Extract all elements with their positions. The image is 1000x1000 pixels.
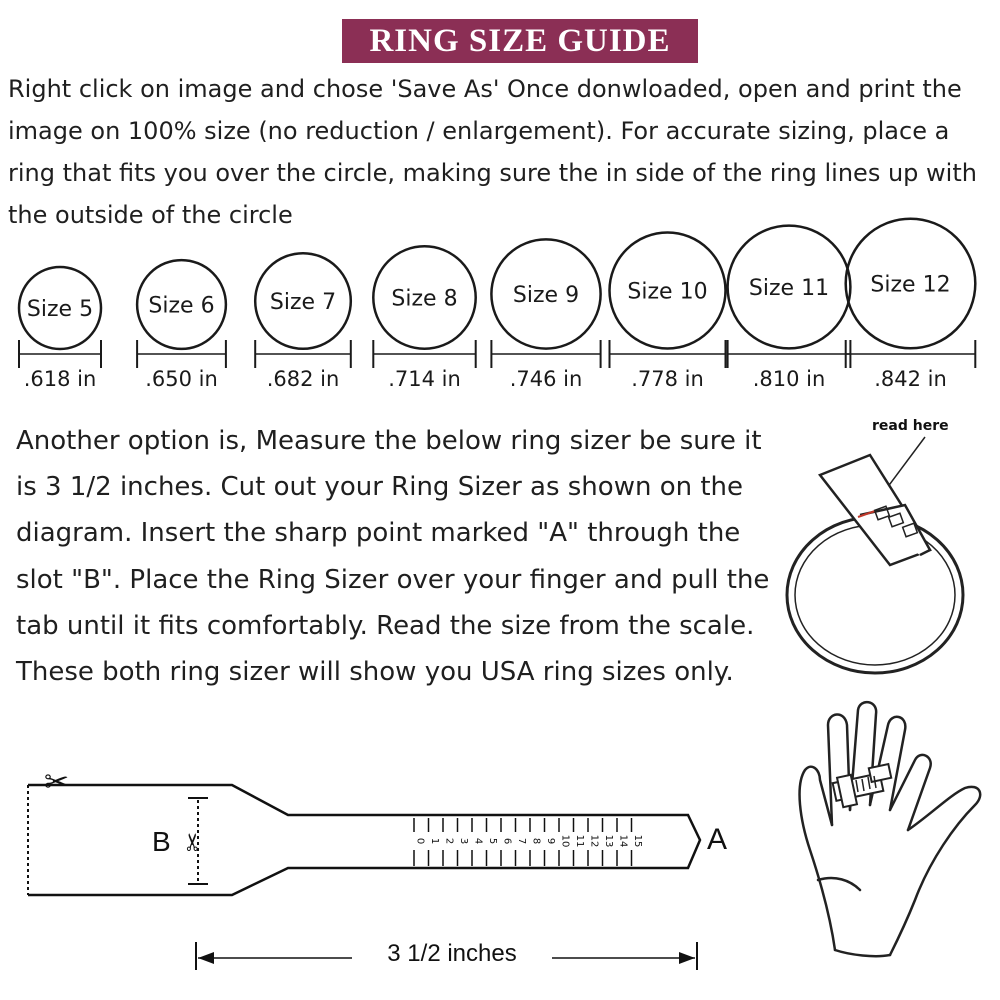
scale-number: 15: [632, 834, 643, 848]
size-diameter: .618 in: [23, 367, 97, 391]
size-diameter: .810 in: [752, 367, 826, 391]
size-label: Size 6: [148, 293, 215, 319]
scale-number: 1: [429, 837, 440, 845]
sizer-instructions: Another option is, Measure the below ring sizer be sure it is 3 1/2 inches. Cut out your Ring Sizer as shown on the diagram. Insert the sharp point marked "A" through the slot "B". Place the Ring Sizer over your finger and pull the tab until it fits comfortably. Read the size from the scale. These both ring sizer will show you USA ring sizes only.: [16, 426, 770, 688]
ring-sizer-loop-illustration: [780, 425, 990, 685]
scissors-icon: ✂: [179, 831, 208, 853]
read-here-label: read here: [872, 418, 949, 434]
sizer-label-b: B: [152, 826, 171, 857]
size-diameter: .650 in: [145, 367, 218, 391]
scale-number: 9: [545, 837, 556, 845]
intro-instructions: Right click on image and chose 'Save As' Once donwloaded, open and print the image on 100% size (no reduction / enlargement). For accurate sizing, place a ring that fits you over the circle, making sure the in side of the ring lines up with the outside of the circle: [8, 75, 977, 229]
scale-number: 6: [501, 837, 513, 845]
size-label: Size 8: [391, 286, 458, 312]
scale-number: 7: [516, 837, 527, 845]
length-label: 3 1/2 inches: [352, 940, 552, 968]
size-diameter: .682 in: [266, 367, 340, 391]
scale-number: 2: [443, 837, 455, 845]
size-diameter: .714 in: [388, 367, 461, 391]
size-label: Size 12: [870, 272, 951, 298]
sizer-label-a: A: [707, 823, 728, 856]
size-label: Size 11: [748, 276, 830, 301]
scale-number: 5: [487, 837, 498, 845]
size-label: Size 10: [627, 279, 708, 305]
size-label: Size 5: [26, 297, 94, 322]
scale-number: 13: [603, 834, 614, 848]
size-label: Size 9: [512, 283, 580, 308]
size-diameter: .746 in: [509, 367, 583, 391]
scale-number: 0: [414, 837, 426, 845]
size-diameter: .778 in: [631, 367, 704, 391]
size-label: Size 7: [269, 290, 337, 315]
ring-size-circles: [0, 0, 1000, 400]
scale-number: 10: [559, 834, 571, 848]
scale-number: 14: [617, 834, 629, 848]
scale-number: 8: [530, 837, 542, 845]
size-diameter: .842 in: [874, 367, 947, 391]
scissors-icon: ✂: [44, 765, 70, 800]
scale-number: 12: [588, 834, 600, 848]
scale-number: 3: [458, 837, 469, 845]
scale-number: 11: [574, 834, 585, 848]
page-title: RING SIZE GUIDE: [369, 22, 671, 59]
scale-number: 4: [472, 837, 484, 845]
